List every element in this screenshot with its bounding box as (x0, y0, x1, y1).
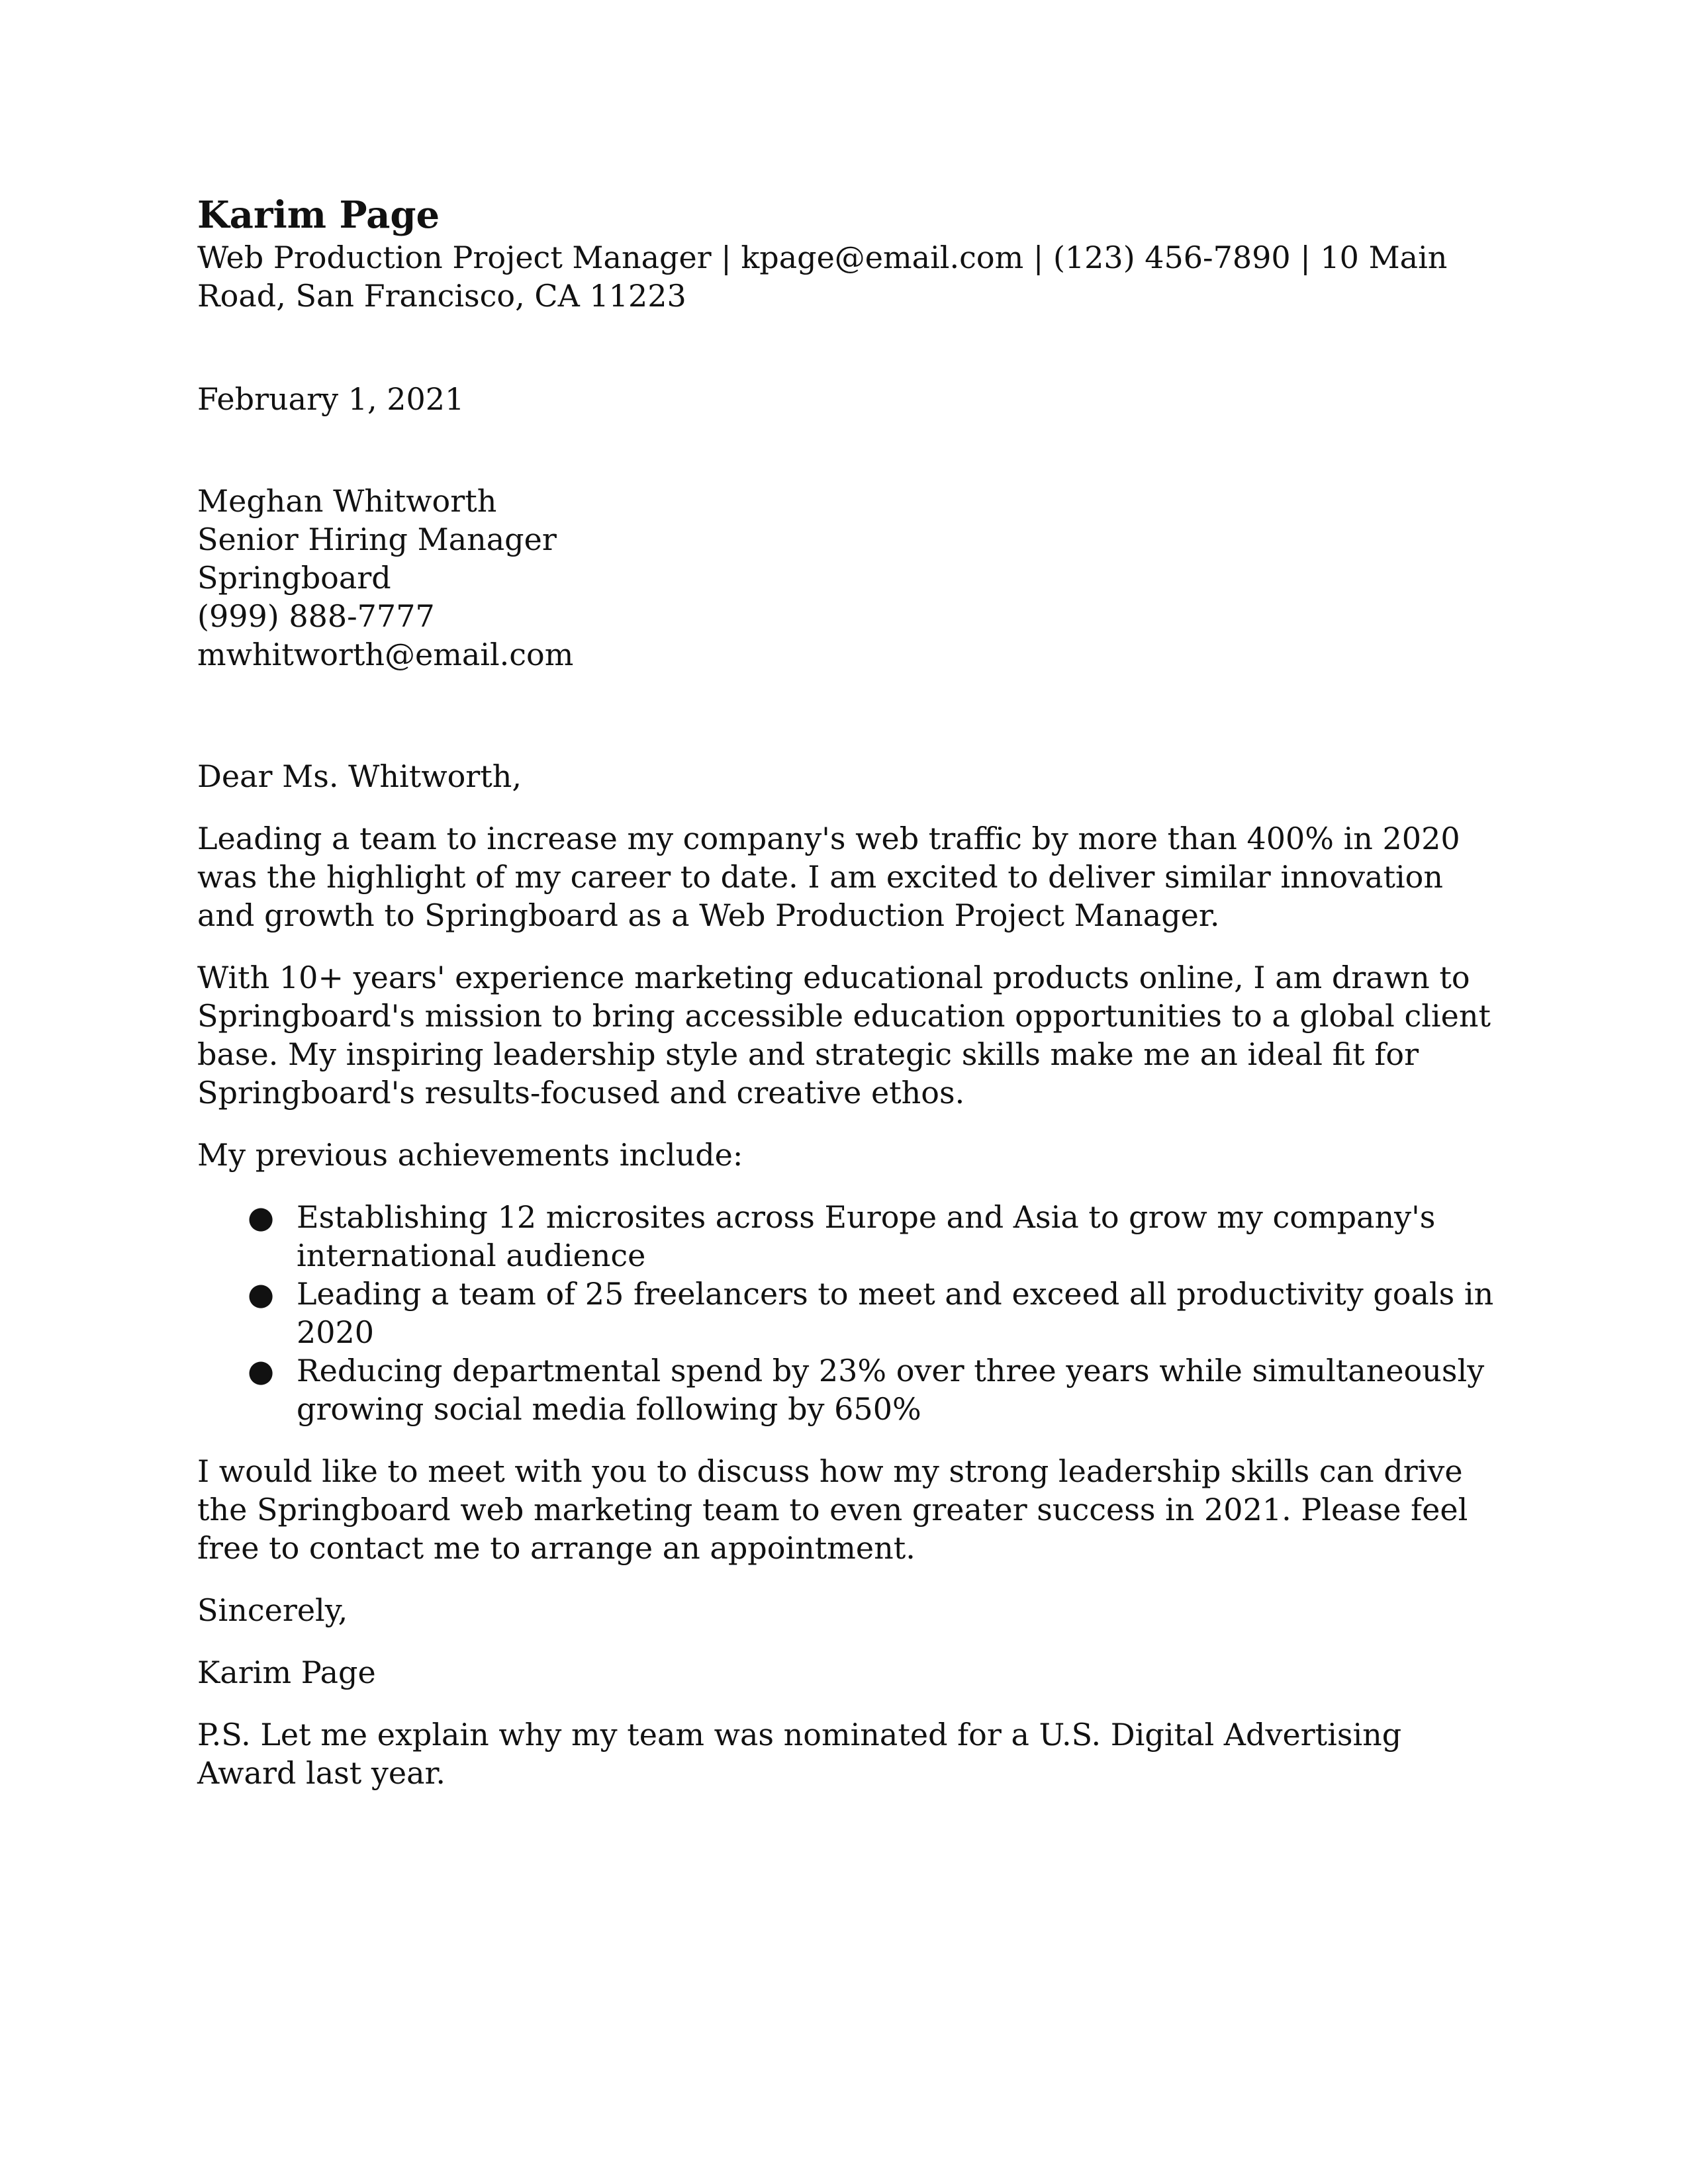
recipient-name: Meghan Whitworth (197, 483, 497, 519)
list-item (197, 1351, 1508, 1428)
bullet-icon: ● (248, 1199, 275, 1235)
recipient-phone: (999) 888-7777 (197, 598, 435, 634)
postscript: P.S. Let me explain why my team was nominated for a U.S. Digital Advertising Award last year. (197, 1717, 1402, 1791)
sender-name: Karim Page (197, 193, 440, 237)
recipient-company: Springboard (197, 560, 391, 596)
recipient-block (197, 482, 1508, 674)
cover-letter (197, 192, 1508, 1792)
body-paragraph-1: Leading a team to increase my company's web traffic by more than 400% in 2020 was the highlight of my career to date. I am excited to deliver similar innovation and growth to Springboard as a Web Production Project Manager. (197, 821, 1460, 933)
body-paragraph-2: With 10+ years' experience marketing educational products online, I am drawn to Springboard's mission to bring accessible education opportunities to a global client base. My inspiring leadership style and strategic skills make me an ideal fit for Springboard's results-focused and creative ethos. (197, 960, 1491, 1111)
letter-header (197, 192, 1508, 315)
closing: Sincerely, (197, 1592, 348, 1628)
achievements-list (197, 1198, 1508, 1428)
list-item-text: Leading a team of 25 freelancers to meet and exceed all productivity goals in 2020 (297, 1276, 1494, 1350)
recipient-title: Senior Hiring Manager (197, 522, 557, 557)
salutation: Dear Ms. Whitworth, (197, 758, 522, 794)
sender-contact-line: Web Production Project Manager | kpage@email.com | (123) 456-7890 | 10 Main Road, San Francisco, CA 11223 (197, 240, 1448, 314)
signature-name: Karim Page (197, 1655, 376, 1690)
body-paragraph-3: I would like to meet with you to discuss how my strong leadership skills can drive the Springboard web marketing team to even greater success in 2021. Please feel free to contact me to arrange an appointment. (197, 1453, 1468, 1566)
bullet-icon: ● (248, 1276, 275, 1312)
list-item (197, 1198, 1508, 1275)
achievements-intro: My previous achievements include: (197, 1137, 743, 1173)
list-item-text: Establishing 12 microsites across Europe and Asia to grow my company's international audience (297, 1199, 1436, 1273)
list-item (197, 1275, 1508, 1351)
bullet-icon: ● (248, 1353, 275, 1388)
recipient-email: mwhitworth@email.com (197, 637, 574, 672)
list-item-text: Reducing departmental spend by 23% over three years while simultaneously growing social media following by 650% (297, 1353, 1485, 1427)
letter-date: February 1, 2021 (197, 381, 465, 417)
